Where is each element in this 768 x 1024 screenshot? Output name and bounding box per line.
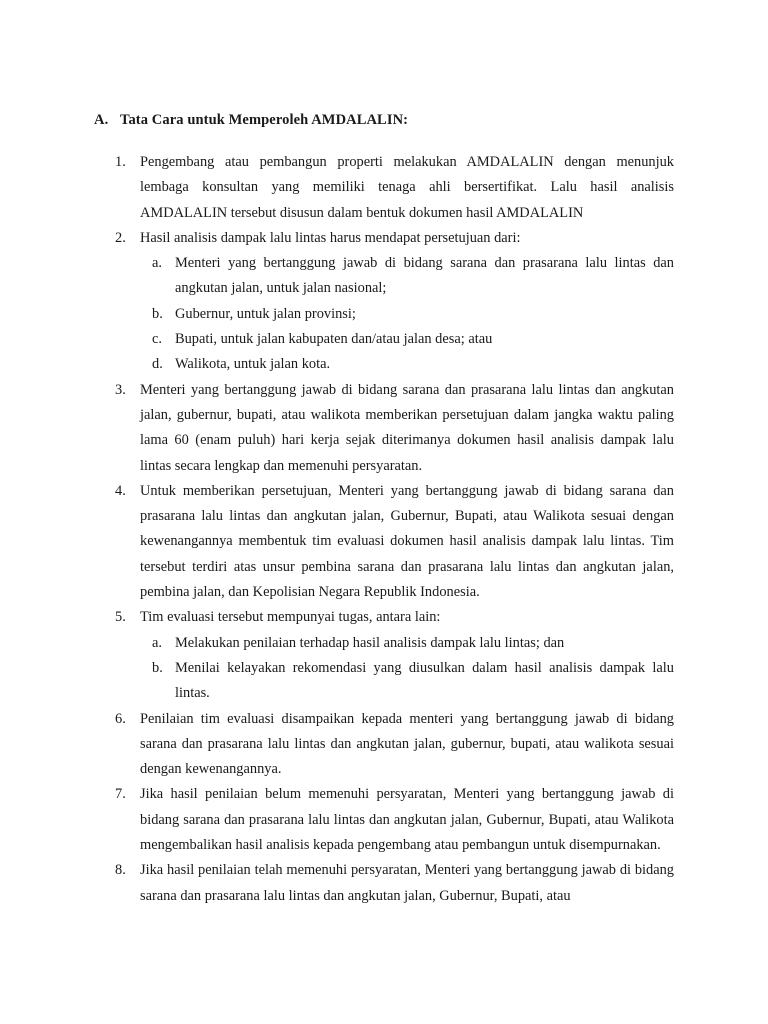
list-item-number: 1. bbox=[115, 154, 126, 170]
sub-list-item-letter: b. bbox=[152, 659, 163, 676]
list-item-text: Penilaian tim evaluasi disampaikan kepada menteri yang bertanggung jawab di bidang sarana dan prasarana lalu lintas dan angkutan jalan, gubernur, bupati, atau walikota sesuai dengan kewenangannya. bbox=[140, 710, 674, 778]
list-item-text: Hasil analisis dampak lalu lintas harus mendapat persetujuan dari: bbox=[140, 229, 521, 246]
list-item bbox=[115, 226, 674, 251]
sub-list-item-text: Gubernur, untuk jalan provinsi; bbox=[175, 305, 356, 322]
sub-list-item bbox=[152, 656, 674, 707]
list-item bbox=[115, 605, 674, 630]
sub-list-item-letter: a. bbox=[152, 255, 162, 272]
section-heading bbox=[94, 112, 408, 129]
list-item-text: Tim evaluasi tersebut mempunyai tugas, antara lain: bbox=[140, 609, 441, 626]
sub-list-item-letter: a. bbox=[152, 634, 162, 651]
list-item-text: Jika hasil penilaian belum memenuhi persyaratan, Menteri yang bertanggung jawab di bidang sarana dan prasarana lalu lintas dan angkutan jalan, Gubernur, Bupati, atau Walikota mengembalikan hasil analisis kepada pengembang atau pembangun untuk disempurnakan. bbox=[140, 786, 674, 854]
sub-list-item-text: Menilai kelayakan rekomendasi yang diusulkan dalam hasil analisis dampak lalu lintas. bbox=[175, 659, 674, 702]
section-letter: A. bbox=[94, 112, 109, 128]
list-item bbox=[115, 378, 674, 479]
list-item-number: 7. bbox=[115, 786, 126, 803]
list-item-text: Jika hasil penilaian telah memenuhi persyaratan, Menteri yang bertanggung jawab di bidang sarana dan prasarana lalu lintas dan angkutan jalan, Gubernur, Bupati, atau bbox=[140, 862, 674, 904]
list-item bbox=[115, 150, 674, 226]
list-item-text: Untuk memberikan persetujuan, Menteri yang bertanggung jawab di bidang sarana dan prasarana lalu lintas dan angkutan jalan, Gubernur, Bupati, atau Walikota sesuai dengan kewenangannya membentuk tim evaluasi dokumen hasil analisis dampak lalu lintas. Tim tersebut terdiri atas unsur pembina sarana dan prasarana lalu lintas dan angkutan jalan, pembina jalan, dan Kepolisian Negara Republik Indonesia. bbox=[140, 482, 674, 601]
sub-list-item-text: Bupati, untuk jalan kabupaten dan/atau jalan desa; atau bbox=[175, 331, 493, 348]
sub-list-item-text: Walikota, untuk jalan kota. bbox=[175, 356, 331, 373]
list-item-number: 8. bbox=[115, 862, 126, 879]
sub-list-item bbox=[152, 631, 674, 656]
sub-list-item bbox=[152, 302, 674, 327]
sub-list-item-letter: d. bbox=[152, 356, 163, 373]
sub-list-item-letter: c. bbox=[152, 331, 162, 348]
list-item-text: Pengembang atau pembangun properti melakukan AMDALALIN dengan menunjuk lembaga konsultan yang memiliki tenaga ahli bersertifikat. Lalu hasil analisis AMDALALIN tersebut disusun dalam bentuk dokumen hasil AMDALALIN bbox=[140, 154, 674, 221]
sub-list-item-text: Menteri yang bertanggung jawab di bidang sarana dan prasarana lalu lintas dan angkutan jalan, untuk jalan nasional; bbox=[175, 255, 674, 297]
list-item-text: Menteri yang bertanggung jawab di bidang sarana dan prasarana lalu lintas dan angkutan jalan, gubernur, bupati, atau walikota memberikan persetujuan dalam jangka waktu paling lama 60 (enam puluh) hari kerja sejak diterimanya dokumen hasil analisis dampak lalu lintas secara lengkap dan memenuhi persyaratan. bbox=[140, 381, 674, 474]
list-item bbox=[115, 707, 674, 783]
sub-list-item bbox=[152, 327, 674, 352]
list-item-number: 4. bbox=[115, 482, 126, 499]
sub-list-item bbox=[152, 352, 674, 377]
list-item-number: 3. bbox=[115, 381, 126, 398]
numbered-list bbox=[0, 150, 768, 909]
list-item bbox=[115, 782, 674, 858]
list-item-number: 6. bbox=[115, 710, 126, 727]
sub-list-item bbox=[152, 251, 674, 302]
list-item bbox=[115, 858, 674, 909]
sub-list-item-letter: b. bbox=[152, 305, 163, 322]
list-item bbox=[115, 479, 674, 605]
list-item-number: 2. bbox=[115, 229, 126, 246]
section-title: Tata Cara untuk Memperoleh AMDALALIN: bbox=[120, 112, 409, 128]
sub-list-item-text: Melakukan penilaian terhadap hasil analisis dampak lalu lintas; dan bbox=[175, 634, 565, 651]
list-item-number: 5. bbox=[115, 609, 126, 626]
